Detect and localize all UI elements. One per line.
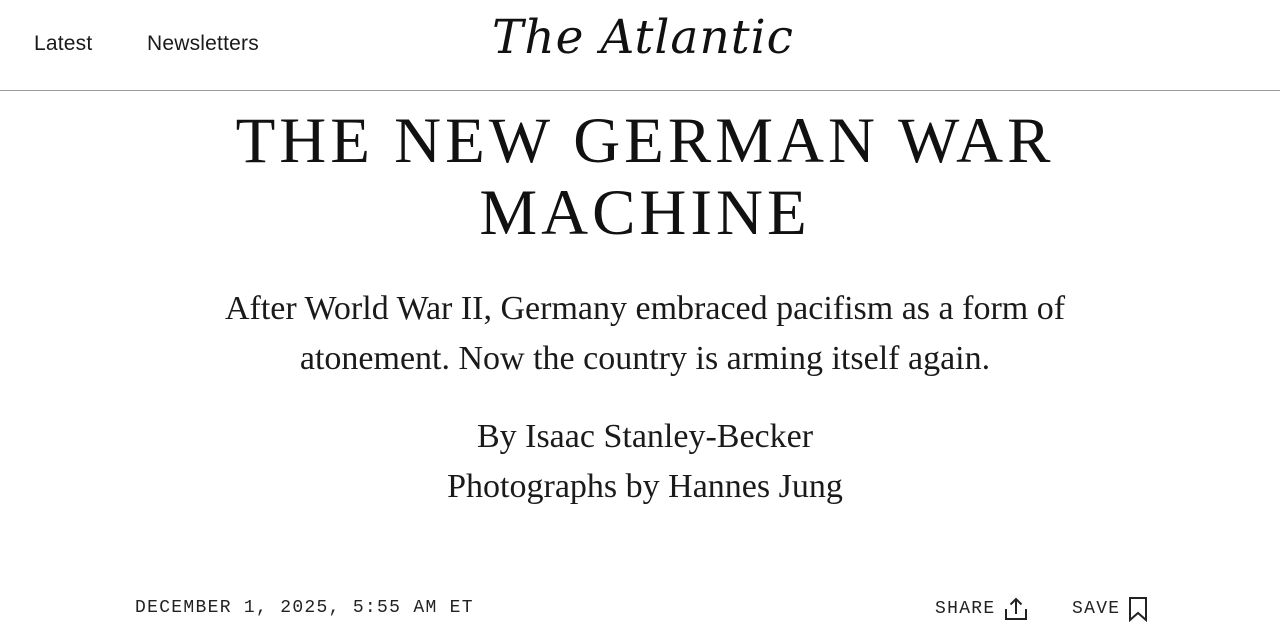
headline-line-1: THE NEW GERMAN WAR xyxy=(235,105,1055,177)
save-label: SAVE xyxy=(1072,599,1121,619)
site-header xyxy=(0,0,1280,91)
photo-credit[interactable]: Photographs by Hannes Jung xyxy=(447,468,843,505)
share-button[interactable] xyxy=(935,596,1028,622)
site-logo[interactable]: The Atlantic xyxy=(492,10,794,65)
save-button[interactable] xyxy=(1072,596,1148,622)
nav-latest-link[interactable]: Latest xyxy=(34,32,93,55)
article-byline xyxy=(0,412,1280,512)
author-byline[interactable]: By Isaac Stanley-Becker xyxy=(476,418,814,455)
bookmark-icon xyxy=(1128,596,1148,622)
publish-date: DECEMBER 1, 2025, 5:55 AM ET xyxy=(135,598,474,618)
share-label: SHARE xyxy=(935,599,996,619)
nav-newsletters-link[interactable]: Newsletters xyxy=(147,32,259,55)
article-headline xyxy=(0,105,1280,249)
share-upload-icon xyxy=(1004,596,1028,622)
article-dek: After World War II, Germany embraced pacifism as a form of atonement. Now the country is arming itself again. xyxy=(224,290,1066,377)
headline-line-2: MACHINE xyxy=(479,177,811,249)
